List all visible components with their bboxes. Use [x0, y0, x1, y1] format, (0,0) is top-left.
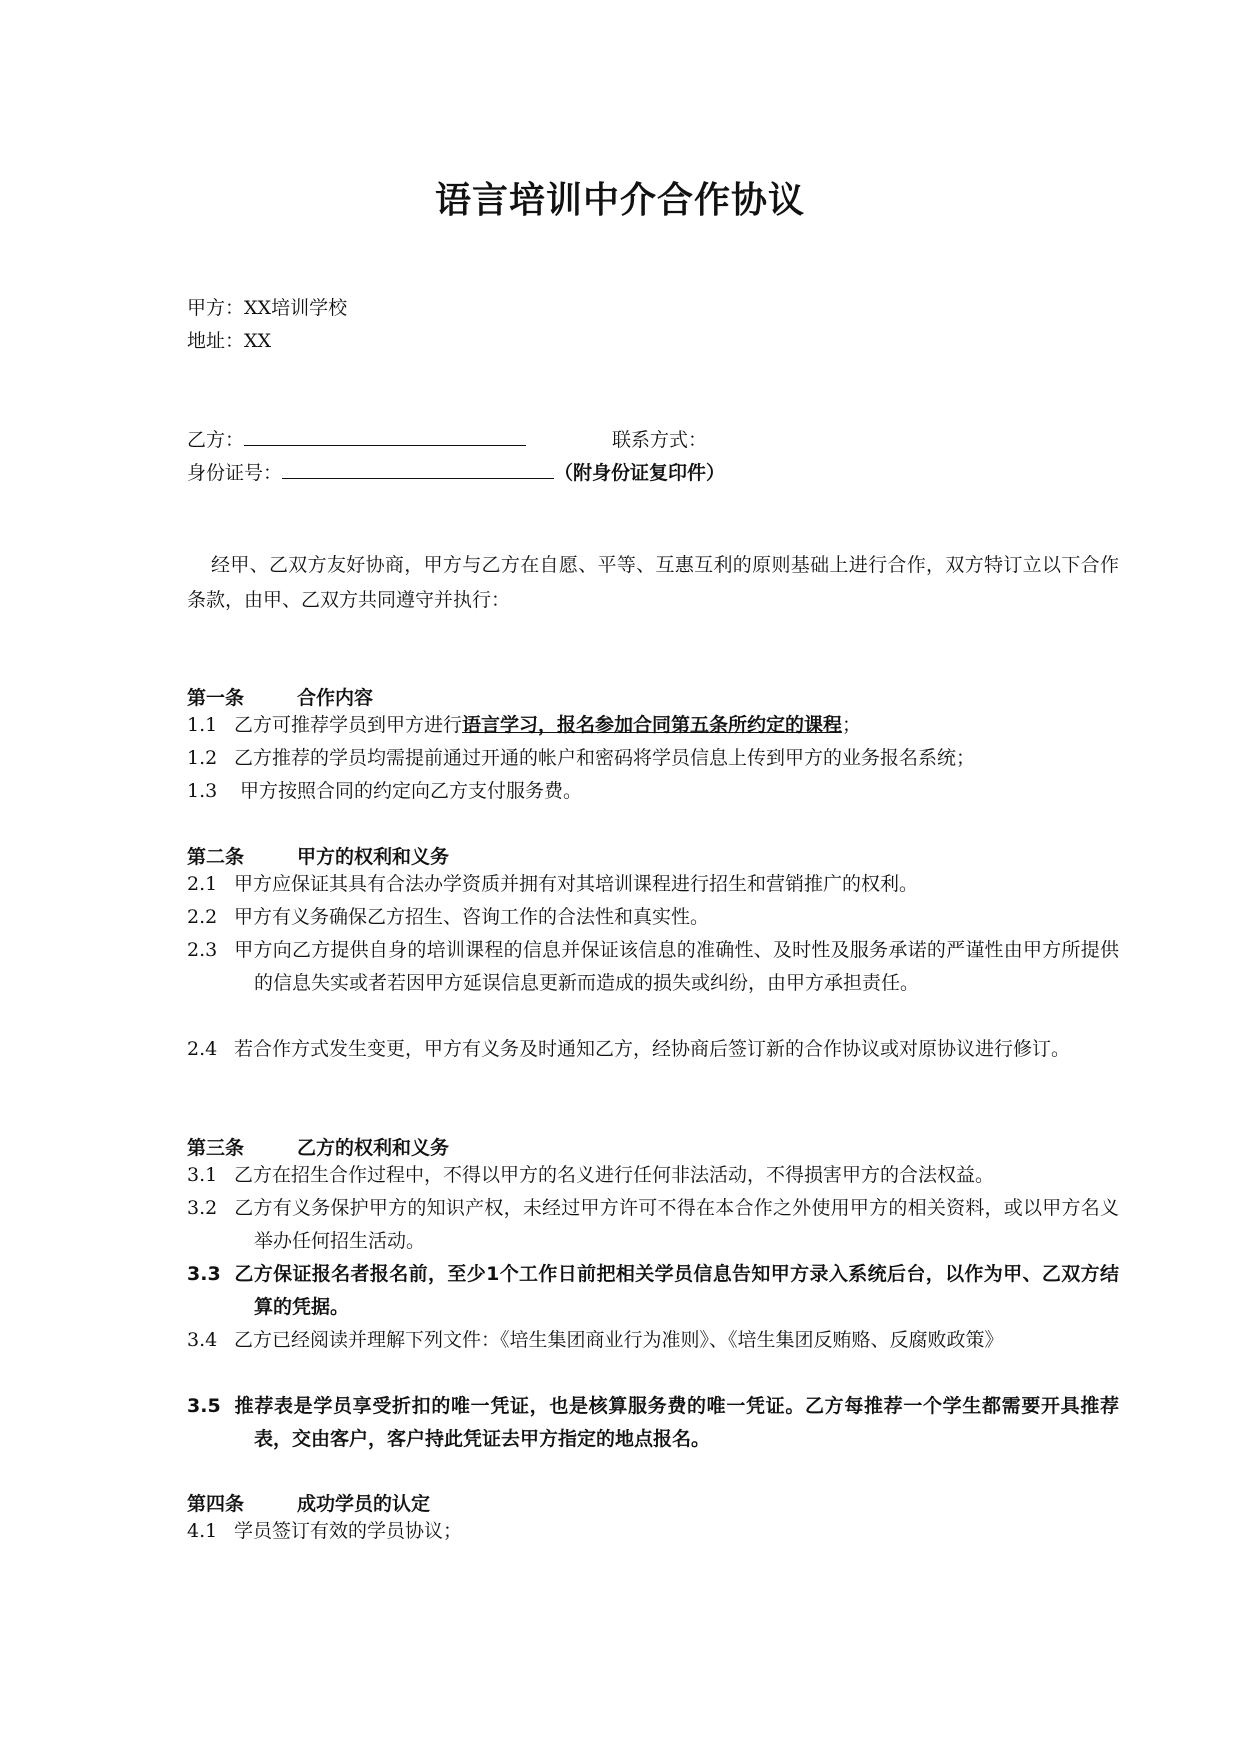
clause-2-1: [187, 868, 1119, 901]
section-3-title: 乙方的权利和义务: [297, 1137, 450, 1159]
clause-text: 甲方按照合同的约定向乙方支付服务费。: [234, 780, 583, 802]
clause-number: 3.3: [187, 1263, 221, 1285]
clause-number: 1.2: [187, 747, 218, 769]
clause-emphasis: 语言学习，报名参加合同第五条所约定的课程: [462, 714, 843, 736]
clause-number: 3.1: [187, 1164, 218, 1186]
intro-paragraph: 经甲、乙双方友好协商，甲方与乙方在自愿、平等、互惠互利的原则基础上进行合作，双方特订立以下合作条款，由甲、乙双方共同遵守并执行：: [187, 554, 1119, 611]
party-a-label: 甲方：: [187, 297, 245, 319]
section-4-heading: [187, 1489, 430, 1516]
clause-number: 2.3: [187, 939, 218, 961]
section-1-heading: [187, 683, 373, 710]
id-number-label: 身份证号：: [187, 462, 283, 484]
document-title: 语言培训中介合作协议: [434, 180, 805, 221]
section-1-title: 合作内容: [297, 687, 374, 709]
clause-3-3: [187, 1258, 1119, 1324]
party-a-value: XX培训学校: [244, 297, 348, 319]
clause-text: 甲方有义务确保乙方招生、咨询工作的合法性和真实性。: [234, 906, 710, 928]
clause-number: 3.4: [187, 1329, 218, 1351]
clause-text: 乙方推荐的学员均需提前通过开通的帐户和密码将学员信息上传到甲方的业务报名系统；: [234, 747, 976, 769]
clause-2-4: [187, 1033, 1119, 1066]
id-number-line: [187, 456, 725, 485]
clause-number: 2.4: [187, 1038, 218, 1060]
section-4-title: 成功学员的认定: [297, 1493, 431, 1515]
clause-number: 2.2: [187, 906, 218, 928]
clause-text: 推荐表是学员享受折扣的唯一凭证，也是核算服务费的唯一凭证。乙方每推荐一个学生都需要开具推荐表，交由客户，客户持此凭证去甲方指定的地点报名。: [234, 1395, 1119, 1450]
id-number-blank[interactable]: [282, 456, 554, 479]
party-b-label: 乙方：: [187, 429, 245, 451]
section-4-number: 第四条: [187, 1493, 245, 1515]
party-b-blank[interactable]: [244, 423, 526, 446]
clause-1-3: [187, 775, 1119, 808]
clause-number: 1.1: [187, 714, 218, 736]
clause-text-end: ；: [842, 714, 862, 736]
clause-number: 4.1: [187, 1520, 218, 1542]
clause-text: 乙方保证报名者报名前，至少1个工作日前把相关学员信息告知甲方录入系统后台，以作为甲、乙双方结算的凭据。: [234, 1263, 1119, 1318]
party-a-line: [187, 293, 347, 320]
section-2-number: 第二条: [187, 846, 245, 868]
address-label: 地址：: [187, 330, 245, 352]
clause-1-2: [187, 742, 1119, 775]
clause-number: 3.2: [187, 1197, 218, 1219]
contact-label: 联系方式：: [612, 429, 708, 451]
section-3-number: 第三条: [187, 1137, 245, 1159]
clause-number: 1.3: [187, 780, 218, 802]
clause-text: 乙方已经阅读并理解下列文件：《培生集团商业行为准则》、《培生集团反贿赂、反腐败政策》: [234, 1329, 1004, 1351]
clause-text: 乙方有义务保护甲方的知识产权，未经过甲方许可不得在本合作之外使用甲方的相关资料，或以甲方名义举办任何招生活动。: [234, 1197, 1119, 1252]
clause-text: 甲方向乙方提供自身的培训课程的信息并保证该信息的准确性、及时性及服务承诺的严谨性由甲方所提供的信息失实或者若因甲方延误信息更新而造成的损失或纠纷，由甲方承担责任。: [234, 939, 1119, 994]
address-value: XX: [244, 330, 272, 352]
clause-2-3: [187, 934, 1119, 1000]
clause-text: 乙方在招生合作过程中，不得以甲方的名义进行任何非法活动，不得损害甲方的合法权益。: [234, 1164, 995, 1186]
clause-number: 2.1: [187, 873, 218, 895]
section-3-heading: [187, 1133, 449, 1160]
clause-text: 学员签订有效的学员协议；: [234, 1520, 463, 1542]
clause-1-1: [187, 709, 1119, 742]
section-1-number: 第一条: [187, 687, 245, 709]
address-line: [187, 326, 271, 353]
clause-3-5: [187, 1390, 1119, 1456]
id-copy-note: （附身份证复印件）: [554, 462, 726, 484]
section-2-heading: [187, 842, 449, 869]
clause-4-1: [187, 1515, 1119, 1548]
clause-3-2: [187, 1192, 1119, 1258]
section-2-title: 甲方的权利和义务: [297, 846, 450, 868]
clause-3-4: [187, 1324, 1119, 1357]
party-b-line: [187, 423, 707, 452]
clause-number: 3.5: [187, 1395, 221, 1417]
clause-text: 若合作方式发生变更，甲方有义务及时通知乙方，经协商后签订新的合作协议或对原协议进行修订。: [234, 1038, 1071, 1060]
clause-3-1: [187, 1159, 1119, 1192]
clause-text: 甲方应保证其具有合法办学资质并拥有对其培训课程进行招生和营销推广的权利。: [234, 873, 919, 895]
clause-2-2: [187, 901, 1119, 934]
clause-text: 乙方可推荐学员到甲方进行: [234, 714, 463, 736]
